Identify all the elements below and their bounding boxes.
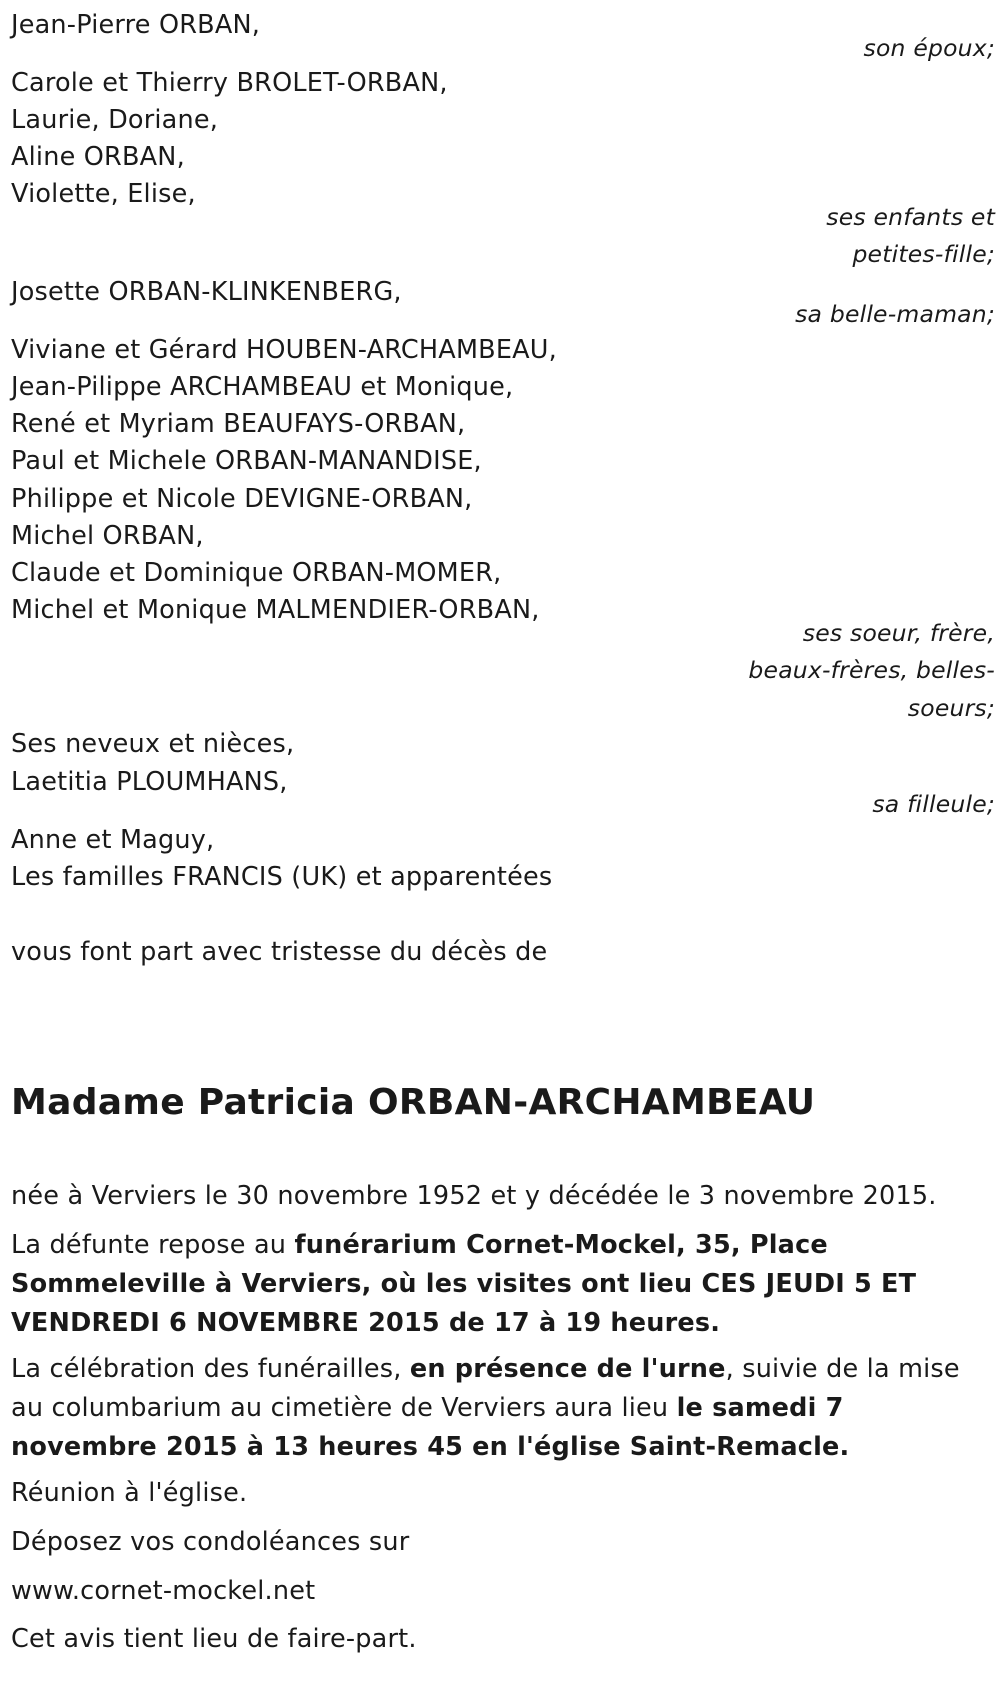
repose-text: La défunte repose au xyxy=(11,1230,295,1260)
family-line: Jean-Pilippe ARCHAMBEAU et Monique, xyxy=(11,372,514,402)
ceremony-details: le samedi 7 novembre 2015 à 13 heures 45 en l'église Saint-Remacle. xyxy=(11,1393,850,1462)
family-line: Laetitia PLOUMHANS, xyxy=(11,767,288,797)
family-line: Ses neveux et nièces, xyxy=(11,729,295,759)
reunion-line: Réunion à l'église. xyxy=(11,1478,248,1508)
family-line: Claude et Dominique ORBAN-MOMER, xyxy=(11,558,502,588)
deceased-name: Madame Patricia ORBAN-ARCHAMBEAU xyxy=(11,1082,816,1123)
family-line: Paul et Michele ORBAN-MANANDISE, xyxy=(11,446,482,476)
family-line: Laurie, Doriane, xyxy=(11,105,219,135)
celebration-text: La célébration des funérailles, xyxy=(11,1354,410,1384)
repose-details: funérarium Cornet-Mockel, 35, Place Sommeleville à Verviers, où les visites ont lieu CES JEUDI 5 ET VENDREDI 6 NOVEMBRE 2015 de 17 à 19 heures. xyxy=(11,1230,917,1338)
website-link[interactable]: www.cornet-mockel.net xyxy=(11,1576,316,1606)
celebration-text: , suivie de la mise au columbarium au cimetière de Verviers aura lieu xyxy=(11,1354,960,1423)
condolences-line: Déposez vos condoléances sur xyxy=(11,1527,410,1557)
celebration-paragraph xyxy=(11,1350,971,1467)
family-line: Carole et Thierry BROLET-ORBAN, xyxy=(11,68,448,98)
relation-label: petites-fille; xyxy=(852,240,995,268)
relation-label: sa belle-maman; xyxy=(795,300,995,328)
family-line: Anne et Maguy, xyxy=(11,825,215,855)
announcement-line: vous font part avec tristesse du décès de xyxy=(11,937,548,967)
relation-label: sa filleule; xyxy=(872,790,995,818)
family-line: Viviane et Gérard HOUBEN-ARCHAMBEAU, xyxy=(11,335,557,365)
relation-label: son époux; xyxy=(863,34,995,62)
repose-paragraph xyxy=(11,1226,971,1343)
relation-label: ses enfants et xyxy=(826,203,995,231)
family-line: Aline ORBAN, xyxy=(11,142,185,172)
family-line: Violette, Elise, xyxy=(11,179,196,209)
family-line: Michel et Monique MALMENDIER-ORBAN, xyxy=(11,595,540,625)
urn-mention: en présence de l'urne xyxy=(409,1354,726,1384)
family-line: Les familles FRANCIS (UK) et apparentées xyxy=(11,862,553,892)
family-line: Philippe et Nicole DEVIGNE-ORBAN, xyxy=(11,484,473,514)
relation-label: soeurs; xyxy=(907,694,995,722)
family-line: Jean-Pierre ORBAN, xyxy=(11,10,261,40)
relation-label: ses soeur, frère, xyxy=(802,619,995,647)
relation-label: beaux-frères, belles- xyxy=(748,656,995,684)
birth-death-line: née à Verviers le 30 novembre 1952 et y décédée le 3 novembre 2015. xyxy=(11,1181,937,1211)
family-line: René et Myriam BEAUFAYS-ORBAN, xyxy=(11,409,466,439)
family-line: Michel ORBAN, xyxy=(11,521,204,551)
notice-line: Cet avis tient lieu de faire-part. xyxy=(11,1624,417,1654)
family-line: Josette ORBAN-KLINKENBERG, xyxy=(11,277,402,307)
